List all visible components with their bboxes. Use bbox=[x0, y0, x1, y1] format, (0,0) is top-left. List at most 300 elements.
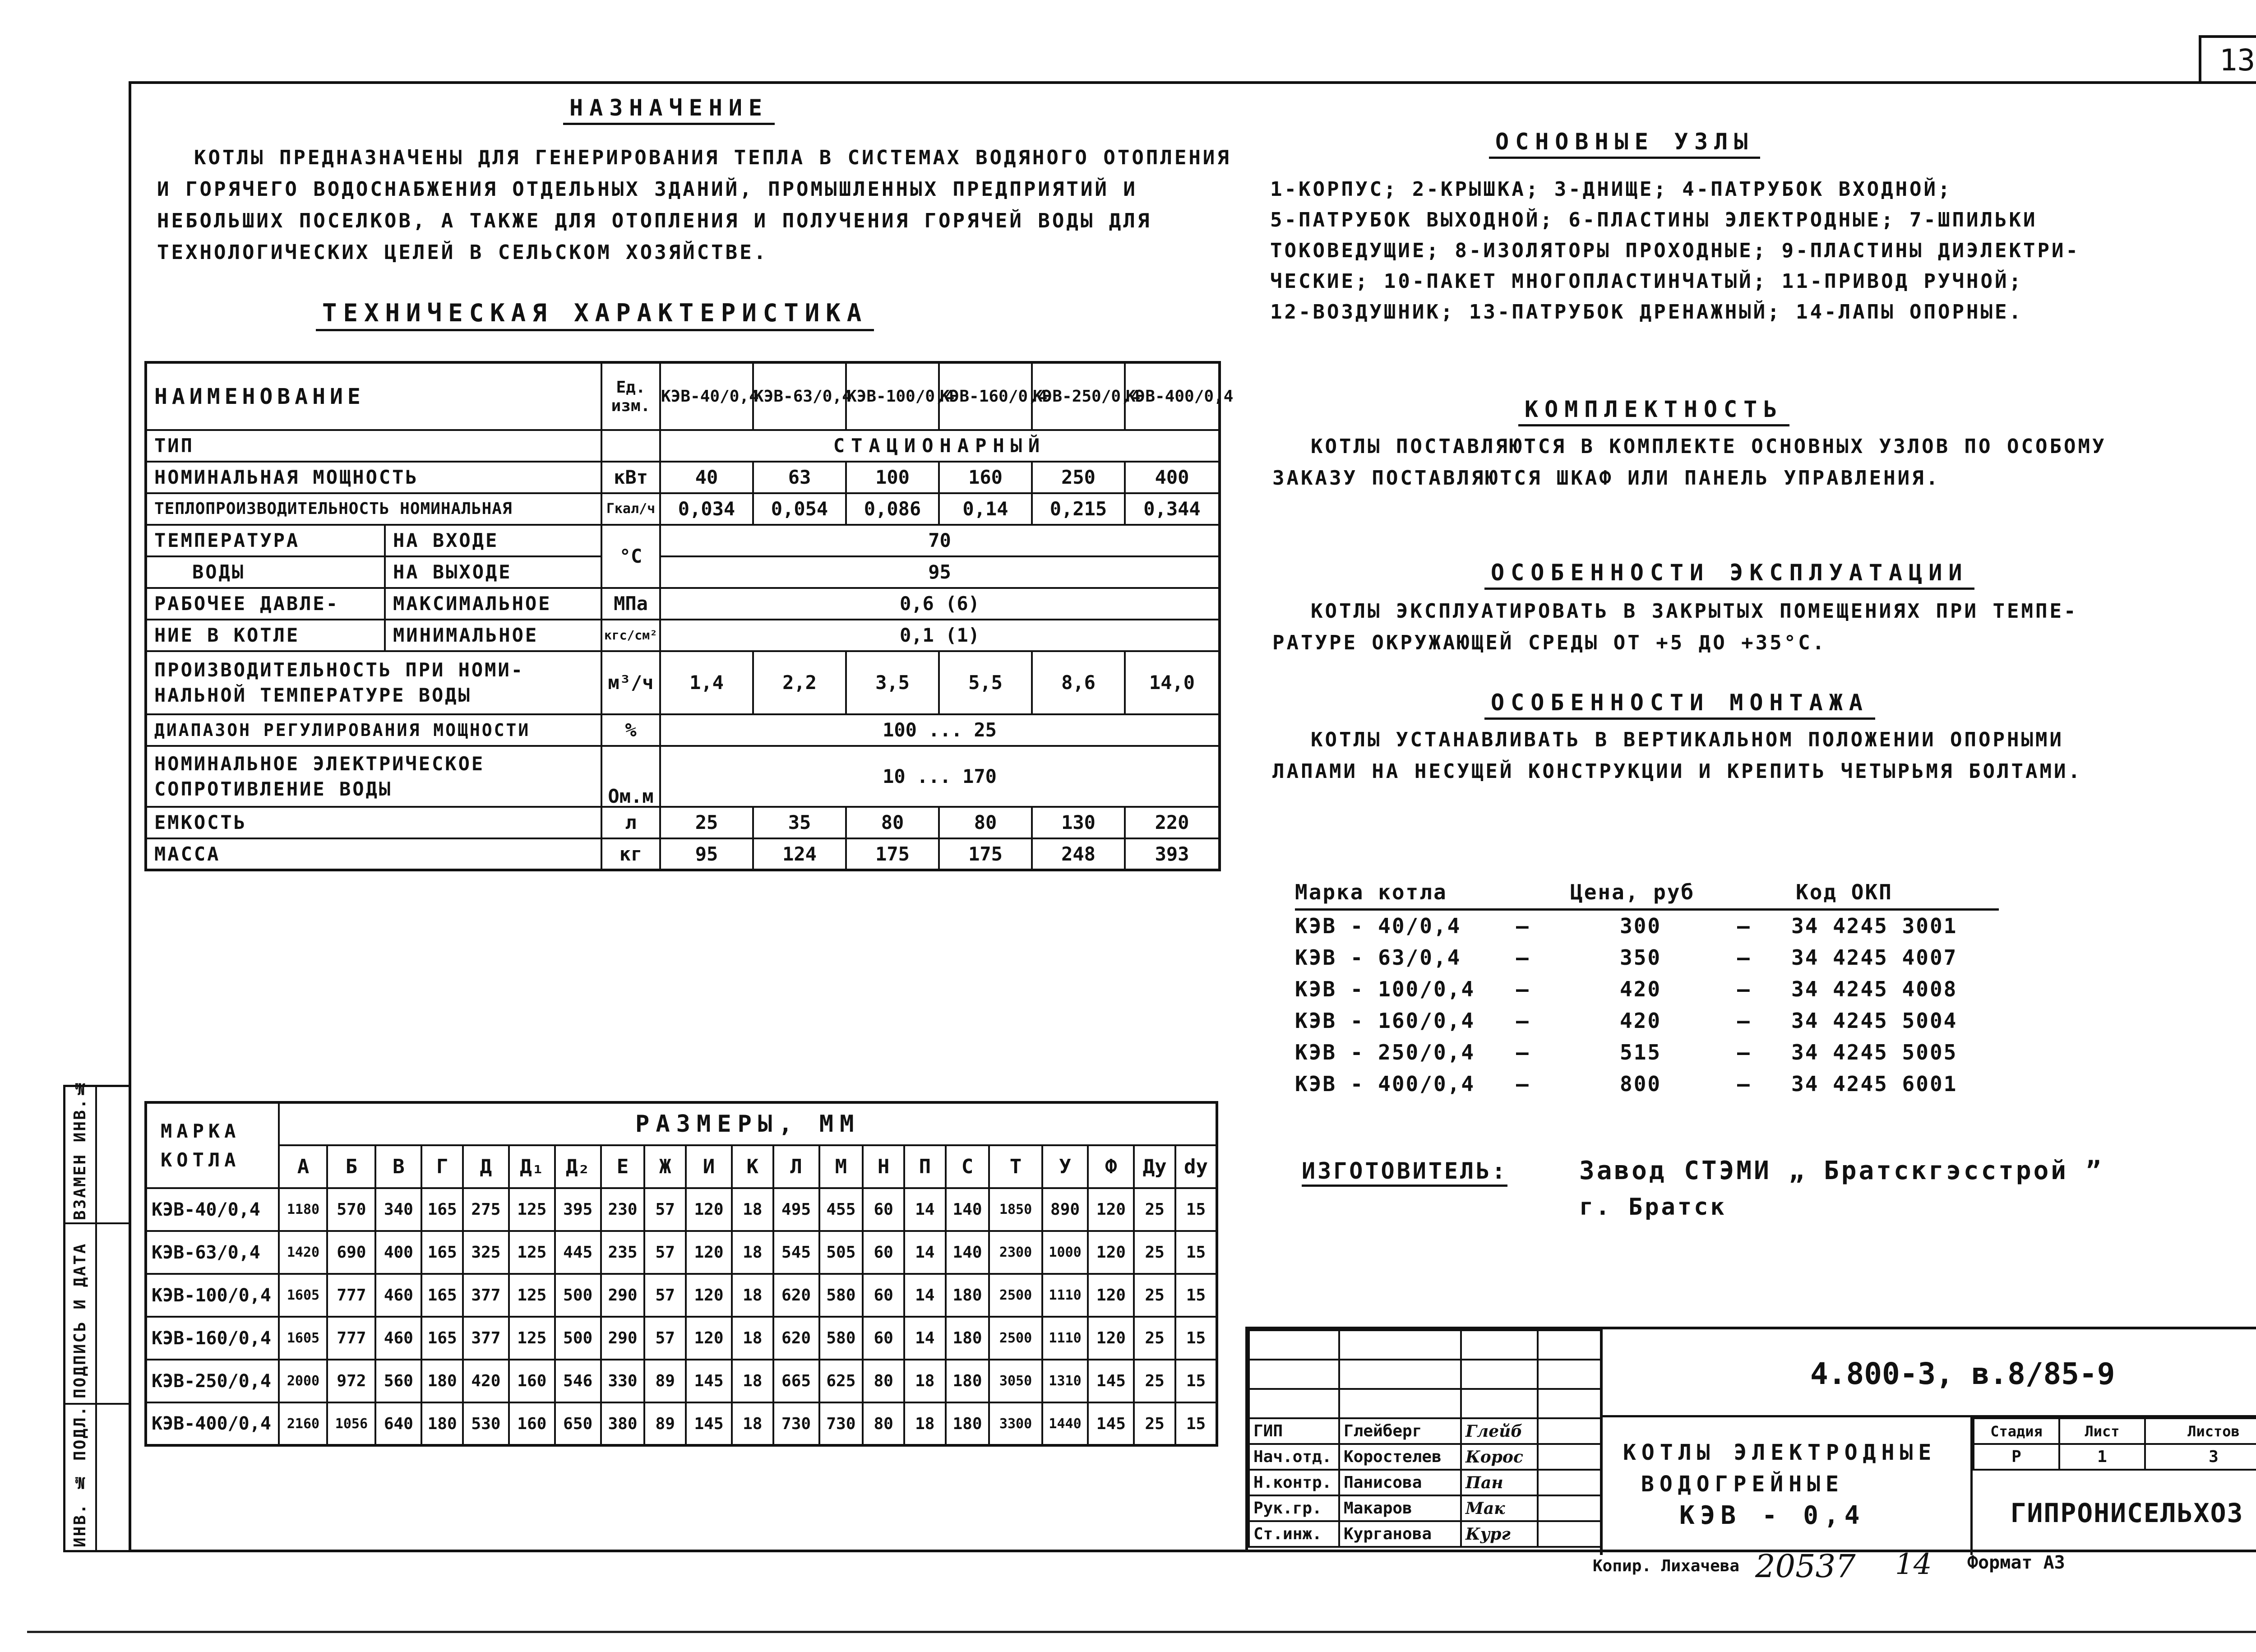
title-block-grid bbox=[1248, 1329, 1602, 1548]
side-stamp-divider bbox=[65, 1222, 129, 1224]
tb-role: Ст.инж. bbox=[1249, 1521, 1339, 1547]
price-dash: — bbox=[1516, 1072, 1530, 1096]
sheets-value: 3 bbox=[2145, 1444, 2256, 1470]
model-header: КЭВ-100/0,4 bbox=[846, 362, 939, 430]
price-code: 34 4245 5005 bbox=[1791, 1040, 1958, 1064]
heat-unit: Гкал/ч bbox=[601, 493, 660, 525]
head-name: НАИМЕНОВАНИЕ bbox=[146, 362, 601, 430]
resist-value: 10 ... 170 bbox=[660, 746, 1220, 807]
temp-out-value: 95 bbox=[660, 556, 1220, 588]
dims-col-header: А bbox=[279, 1145, 327, 1188]
dims-cell: 290 bbox=[601, 1274, 645, 1317]
tb-cell bbox=[1339, 1360, 1461, 1389]
dims-cell: 140 bbox=[946, 1188, 989, 1231]
tb-person-row bbox=[1249, 1495, 1601, 1521]
price-code: 34 4245 4008 bbox=[1791, 977, 1958, 1001]
tb-role: Нач.отд. bbox=[1249, 1444, 1339, 1470]
bottom-line bbox=[27, 1631, 2256, 1633]
press-min-label: МИНИМАЛЬНОЕ bbox=[385, 620, 601, 651]
press-max-value: 0,6 (6) bbox=[660, 588, 1220, 620]
dims-cell: 80 bbox=[863, 1360, 904, 1402]
price-price: 800 bbox=[1620, 1072, 1662, 1096]
power-cell: 250 bbox=[1032, 462, 1125, 493]
press-label: НИЕ В КОТЛЕ bbox=[146, 620, 385, 651]
tb-cell bbox=[1249, 1330, 1339, 1360]
purpose-line: НЕБОЛЬШИХ ПОСЕЛКОВ, А ТАКЖЕ ДЛЯ ОТОПЛЕНИЯ И ПОЛУЧЕНИЯ ГОРЯЧЕЙ ВОДЫ ДЛЯ bbox=[157, 209, 1152, 232]
dims-cell: 25 bbox=[1134, 1360, 1175, 1402]
copy-num2: 14 bbox=[1895, 1548, 1932, 1581]
price-code: 34 4245 4007 bbox=[1791, 945, 1958, 970]
dims-cell: 377 bbox=[463, 1317, 509, 1360]
tb-signature: Глейб bbox=[1461, 1418, 1538, 1444]
dims-cell: 1605 bbox=[279, 1317, 327, 1360]
cap-cell: 220 bbox=[1125, 807, 1220, 838]
dims-cell: 18 bbox=[732, 1274, 773, 1317]
dims-cell: 730 bbox=[819, 1402, 863, 1445]
press-unit: кгс/см² bbox=[601, 620, 660, 651]
dims-col-header: К bbox=[732, 1145, 773, 1188]
dims-row bbox=[146, 1274, 1217, 1317]
price-row bbox=[1295, 1040, 1999, 1070]
dims-col-header: Ф bbox=[1088, 1145, 1134, 1188]
price-price: 515 bbox=[1620, 1040, 1662, 1064]
dims-cell: 57 bbox=[644, 1231, 686, 1274]
dims-row bbox=[146, 1317, 1217, 1360]
dims-cell: 60 bbox=[863, 1231, 904, 1274]
model-header: КЭВ-40/0,4 bbox=[660, 362, 753, 430]
temp-out-label: НА ВЫХОДЕ bbox=[385, 556, 601, 588]
dims-cell: 777 bbox=[327, 1317, 375, 1360]
dims-cell: 730 bbox=[773, 1402, 819, 1445]
dims-cell: 15 bbox=[1175, 1317, 1217, 1360]
dims-cell: 18 bbox=[732, 1402, 773, 1445]
dims-cell: 2500 bbox=[989, 1317, 1042, 1360]
dims-cell: 180 bbox=[946, 1317, 989, 1360]
model-header: КЭВ-250/0,4 bbox=[1032, 362, 1125, 430]
manufacturer-line2: г. Братск bbox=[1579, 1194, 1727, 1221]
tb-cell bbox=[1339, 1389, 1461, 1418]
price-head-price: Цена, руб bbox=[1570, 880, 1695, 904]
side-stamp bbox=[63, 1078, 129, 1552]
dims-col-header: В bbox=[375, 1145, 421, 1188]
press-max-label: МАКСИМАЛЬНОЕ bbox=[385, 588, 601, 620]
dims-cell: 125 bbox=[509, 1274, 555, 1317]
cap-cell: 130 bbox=[1032, 807, 1125, 838]
product-line1: КОТЛЫ ЭЛЕКТРОДНЫЕ bbox=[1623, 1440, 1937, 1465]
tb-cell bbox=[1461, 1330, 1538, 1360]
units-line: ЧЕСКИЕ; 10-ПАКЕТ МНОГОПЛАСТИНЧАТЫЙ; 11-ПРИВОД РУЧНОЙ; bbox=[1270, 270, 2023, 293]
tb-person-row bbox=[1249, 1418, 1601, 1444]
dims-col-header: Ж bbox=[644, 1145, 686, 1188]
mounting-line: КОТЛЫ УСТАНАВЛИВАТЬ В ВЕРТИКАЛЬНОМ ПОЛОЖЕНИИ ОПОРНЫМИ bbox=[1311, 728, 2064, 751]
price-row bbox=[1295, 977, 1999, 1007]
cap-cell: 80 bbox=[939, 807, 1032, 838]
dims-cell: 25 bbox=[1134, 1274, 1175, 1317]
cap-cell: 25 bbox=[660, 807, 753, 838]
tb-cell bbox=[1538, 1360, 1601, 1389]
tb-date bbox=[1538, 1495, 1601, 1521]
heat-cell: 0,086 bbox=[846, 493, 939, 525]
dims-cell: 180 bbox=[946, 1360, 989, 1402]
price-head bbox=[1295, 880, 1999, 911]
sheet-value: 1 bbox=[2059, 1444, 2145, 1470]
model-header: КЭВ-400/0,4 bbox=[1125, 362, 1220, 430]
dims-cell: 14 bbox=[904, 1274, 946, 1317]
price-brand: КЭВ - 400/0,4 bbox=[1295, 1072, 1475, 1096]
dims-cell: 290 bbox=[601, 1317, 645, 1360]
tb-date bbox=[1538, 1521, 1601, 1547]
tb-date bbox=[1538, 1470, 1601, 1495]
dims-cell: 120 bbox=[1088, 1231, 1134, 1274]
dims-cell: 165 bbox=[421, 1317, 463, 1360]
dims-cell: 445 bbox=[555, 1231, 601, 1274]
price-head-brand: Марка котла bbox=[1295, 880, 1447, 904]
stage-table bbox=[1973, 1417, 2256, 1471]
tb-cell bbox=[1249, 1389, 1339, 1418]
price-brand: КЭВ - 160/0,4 bbox=[1295, 1009, 1475, 1033]
resist-label-2: СОПРОТИВЛЕНИЕ ВОДЫ bbox=[154, 777, 393, 800]
dims-row-name: КЭВ-100/0,4 bbox=[146, 1274, 279, 1317]
tb-person-name: Панисова bbox=[1339, 1470, 1461, 1495]
heat-label: ТЕПЛОПРОИЗВОДИТЕЛЬНОСТЬ НОМИНАЛЬНАЯ bbox=[146, 493, 601, 525]
heat-cell: 0,215 bbox=[1032, 493, 1125, 525]
dims-cell: 560 bbox=[375, 1360, 421, 1402]
dims-cell: 15 bbox=[1175, 1231, 1217, 1274]
operation-title: ОСОБЕННОСТИ ЭКСПЛУАТАЦИИ bbox=[1484, 560, 1974, 590]
tb-role: ГИП bbox=[1249, 1418, 1339, 1444]
dims-cell: 25 bbox=[1134, 1188, 1175, 1231]
dims-cell: 690 bbox=[327, 1231, 375, 1274]
dims-cell: 570 bbox=[327, 1188, 375, 1231]
dims-cell: 890 bbox=[1042, 1188, 1088, 1231]
price-dash: — bbox=[1737, 945, 1751, 970]
completeness-line: ЗАКАЗУ ПОСТАВЛЯЮТСЯ ШКАФ ИЛИ ПАНЕЛЬ УПРАВЛЕНИЯ. bbox=[1272, 467, 1941, 490]
dims-cell: 620 bbox=[773, 1274, 819, 1317]
flow-cell: 14,0 bbox=[1125, 651, 1220, 714]
flow-unit: м³/ч bbox=[601, 651, 660, 714]
manufacturer-line1: Завод СТЭМИ „ Братскгэсстрой ” bbox=[1579, 1156, 2103, 1185]
range-label: ДИАПАЗОН РЕГУЛИРОВАНИЯ МОЩНОСТИ bbox=[146, 714, 601, 746]
dims-cell: 120 bbox=[1088, 1274, 1134, 1317]
press-unit: МПа bbox=[601, 588, 660, 620]
price-dash: — bbox=[1737, 977, 1751, 1001]
cap-cell: 80 bbox=[846, 807, 939, 838]
dims-cell: 89 bbox=[644, 1360, 686, 1402]
flow-cell: 5,5 bbox=[939, 651, 1032, 714]
dims-cell: 160 bbox=[509, 1360, 555, 1402]
dims-cell: 650 bbox=[555, 1402, 601, 1445]
dims-cell: 500 bbox=[555, 1274, 601, 1317]
purpose-title: НАЗНАЧЕНИЕ bbox=[563, 95, 775, 125]
mass-unit: кг bbox=[601, 838, 660, 870]
dims-row-name: КЭВ-160/0,4 bbox=[146, 1317, 279, 1360]
price-brand: КЭВ - 100/0,4 bbox=[1295, 977, 1475, 1001]
flow-cell: 8,6 bbox=[1032, 651, 1125, 714]
format-label: Формат А3 bbox=[1967, 1552, 2065, 1573]
doc-code: 4.800-3, в.8/85-9 bbox=[1810, 1356, 2115, 1391]
price-dash: — bbox=[1516, 1040, 1530, 1064]
power-unit: кВт bbox=[601, 462, 660, 493]
dims-cell: 57 bbox=[644, 1188, 686, 1231]
dims-cell: 625 bbox=[819, 1360, 863, 1402]
type-value: СТАЦИОНАРНЫЙ bbox=[660, 430, 1220, 462]
price-price: 300 bbox=[1620, 914, 1662, 938]
price-brand: КЭВ - 250/0,4 bbox=[1295, 1040, 1475, 1064]
tb-person-row bbox=[1249, 1521, 1601, 1547]
dims-cell: 18 bbox=[732, 1231, 773, 1274]
price-dash: — bbox=[1737, 1072, 1751, 1096]
dims-cell: 120 bbox=[686, 1188, 732, 1231]
dims-cell: 125 bbox=[509, 1188, 555, 1231]
dims-cell: 180 bbox=[946, 1274, 989, 1317]
dims-cell: 1110 bbox=[1042, 1274, 1088, 1317]
temp-in-label: НА ВХОДЕ bbox=[385, 525, 601, 556]
dims-cell: 460 bbox=[375, 1317, 421, 1360]
tb-cell bbox=[1538, 1389, 1601, 1418]
dims-cell: 125 bbox=[509, 1231, 555, 1274]
dims-cell: 2300 bbox=[989, 1231, 1042, 1274]
price-code: 34 4245 5004 bbox=[1791, 1009, 1958, 1033]
tb-cell bbox=[1461, 1360, 1538, 1389]
tb-signature: Пан bbox=[1461, 1470, 1538, 1495]
dims-cell: 620 bbox=[773, 1317, 819, 1360]
doc-code-cell bbox=[1603, 1329, 2256, 1417]
press-min-value: 0,1 (1) bbox=[660, 620, 1220, 651]
flow-cell: 3,5 bbox=[846, 651, 939, 714]
dims-row-name: КЭВ-40/0,4 bbox=[146, 1188, 279, 1231]
dims-col-header: Д bbox=[463, 1145, 509, 1188]
dims-cell: 377 bbox=[463, 1274, 509, 1317]
dims-cell: 14 bbox=[904, 1317, 946, 1360]
dims-col-header: Д₂ bbox=[555, 1145, 601, 1188]
power-cell: 100 bbox=[846, 462, 939, 493]
dims-brand-head bbox=[146, 1102, 279, 1188]
tb-role: Рук.гр. bbox=[1249, 1495, 1339, 1521]
mass-cell: 175 bbox=[939, 838, 1032, 870]
price-price: 420 bbox=[1620, 1009, 1662, 1033]
dims-row-name: КЭВ-250/0,4 bbox=[146, 1360, 279, 1402]
dims-cell: 777 bbox=[327, 1274, 375, 1317]
side-stamp-divider bbox=[65, 1403, 129, 1405]
price-dash: — bbox=[1737, 914, 1751, 938]
purpose-line: КОТЛЫ ПРЕДНАЗНАЧЕНЫ ДЛЯ ГЕНЕРИРОВАНИЯ ТЕПЛА В СИСТЕМАХ ВОДЯНОГО ОТОПЛЕНИЯ bbox=[194, 146, 1231, 169]
dims-brand-label-2: КОТЛА bbox=[161, 1148, 240, 1171]
dims-cell: 340 bbox=[375, 1188, 421, 1231]
dims-cell: 2160 bbox=[279, 1402, 327, 1445]
temp-in-value: 70 bbox=[660, 525, 1220, 556]
tech-table bbox=[144, 361, 1234, 871]
dims-cell: 120 bbox=[1088, 1188, 1134, 1231]
dims-cell: 18 bbox=[904, 1360, 946, 1402]
dims-cell: 60 bbox=[863, 1317, 904, 1360]
dims-cell: 180 bbox=[421, 1402, 463, 1445]
dims-cell: 160 bbox=[509, 1402, 555, 1445]
units-line: ТОКОВЕДУЩИЕ; 8-ИЗОЛЯТОРЫ ПРОХОДНЫЕ; 9-ПЛАСТИНЫ ДИЭЛЕКТРИ- bbox=[1270, 239, 2080, 262]
price-code: 34 4245 6001 bbox=[1791, 1072, 1958, 1096]
dims-row bbox=[146, 1188, 1217, 1231]
dims-cell: 180 bbox=[946, 1402, 989, 1445]
dims-cell: 18 bbox=[732, 1317, 773, 1360]
dims-cell: 125 bbox=[509, 1317, 555, 1360]
dims-cell: 14 bbox=[904, 1231, 946, 1274]
price-brand: КЭВ - 40/0,4 bbox=[1295, 914, 1461, 938]
side-stamp-replace: ВЗАМЕН ИНВ.№ bbox=[71, 1078, 89, 1220]
dims-cell: 545 bbox=[773, 1231, 819, 1274]
cap-unit: л bbox=[601, 807, 660, 838]
dims-row bbox=[146, 1231, 1217, 1274]
price-dash: — bbox=[1737, 1040, 1751, 1064]
mass-cell: 248 bbox=[1032, 838, 1125, 870]
dims-cell: 235 bbox=[601, 1231, 645, 1274]
page-number: 13 bbox=[2199, 35, 2256, 84]
dims-cell: 505 bbox=[819, 1231, 863, 1274]
dims-cell: 120 bbox=[1088, 1317, 1134, 1360]
dims-cell: 546 bbox=[555, 1360, 601, 1402]
dims-cell: 530 bbox=[463, 1402, 509, 1445]
dims-row-name: КЭВ-400/0,4 bbox=[146, 1402, 279, 1445]
dims-cell: 1110 bbox=[1042, 1317, 1088, 1360]
range-unit: % bbox=[601, 714, 660, 746]
dims-cell: 1180 bbox=[279, 1188, 327, 1231]
dims-cell: 230 bbox=[601, 1188, 645, 1231]
tb-cell bbox=[1249, 1360, 1339, 1389]
tb-date bbox=[1538, 1444, 1601, 1470]
power-cell: 400 bbox=[1125, 462, 1220, 493]
dims-table bbox=[144, 1101, 1218, 1447]
dims-cell: 640 bbox=[375, 1402, 421, 1445]
dims-cell: 2000 bbox=[279, 1360, 327, 1402]
dims-brand-label-1: МАРКА bbox=[161, 1120, 240, 1142]
dims-row-name: КЭВ-63/0,4 bbox=[146, 1231, 279, 1274]
dims-row bbox=[146, 1402, 1217, 1445]
product-cell bbox=[1603, 1417, 1973, 1555]
dims-cell: 60 bbox=[863, 1188, 904, 1231]
resist-label bbox=[146, 746, 601, 807]
dims-cell: 3050 bbox=[989, 1360, 1042, 1402]
dims-cell: 15 bbox=[1175, 1402, 1217, 1445]
tb-person-name: Макаров bbox=[1339, 1495, 1461, 1521]
dims-cell: 330 bbox=[601, 1360, 645, 1402]
dims-cell: 1440 bbox=[1042, 1402, 1088, 1445]
press-label: РАБОЧЕЕ ДАВЛЕ- bbox=[146, 588, 385, 620]
dims-cell: 400 bbox=[375, 1231, 421, 1274]
dims-cell: 145 bbox=[686, 1402, 732, 1445]
completeness-title: КОМПЛЕКТНОСТЬ bbox=[1518, 396, 1789, 426]
dims-cell: 2500 bbox=[989, 1274, 1042, 1317]
price-dash: — bbox=[1737, 1009, 1751, 1033]
tb-person-row bbox=[1249, 1444, 1601, 1470]
dims-cell: 25 bbox=[1134, 1317, 1175, 1360]
mounting-title: ОСОБЕННОСТИ МОНТАЖА bbox=[1484, 689, 1875, 720]
flow-cell: 2,2 bbox=[753, 651, 846, 714]
dims-cell: 15 bbox=[1175, 1188, 1217, 1231]
head-unit: Ед. изм. bbox=[601, 362, 660, 430]
flow-label-1: ПРОИЗВОДИТЕЛЬНОСТЬ ПРИ НОМИ- bbox=[154, 659, 525, 681]
mass-label: МАССА bbox=[146, 838, 601, 870]
operation-line: КОТЛЫ ЭКСПЛУАТИРОВАТЬ В ЗАКРЫТЫХ ПОМЕЩЕНИЯХ ПРИ ТЕМПЕ- bbox=[1311, 600, 2078, 623]
power-cell: 40 bbox=[660, 462, 753, 493]
dims-cell: 275 bbox=[463, 1188, 509, 1231]
cap-label: ЕМКОСТЬ bbox=[146, 807, 601, 838]
title-block-right bbox=[1600, 1329, 2256, 1555]
dims-cell: 180 bbox=[421, 1360, 463, 1402]
dims-cell: 580 bbox=[819, 1317, 863, 1360]
heat-cell: 0,034 bbox=[660, 493, 753, 525]
dims-cell: 460 bbox=[375, 1274, 421, 1317]
dims-cell: 145 bbox=[1088, 1402, 1134, 1445]
tb-person-row bbox=[1249, 1470, 1601, 1495]
price-dash: — bbox=[1516, 977, 1530, 1001]
dims-cell: 1000 bbox=[1042, 1231, 1088, 1274]
dims-cell: 165 bbox=[421, 1231, 463, 1274]
resist-unit: Ом.м bbox=[601, 746, 660, 807]
units-line: 5-ПАТРУБОК ВЫХОДНОЙ; 6-ПЛАСТИНЫ ЭЛЕКТРОДНЫЕ; 7-ШПИЛЬКИ bbox=[1270, 208, 2038, 231]
power-cell: 160 bbox=[939, 462, 1032, 493]
dims-cell: 140 bbox=[946, 1231, 989, 1274]
dims-cell: 25 bbox=[1134, 1402, 1175, 1445]
dims-cell: 57 bbox=[644, 1274, 686, 1317]
manufacturer-label: ИЗГОТОВИТЕЛЬ: bbox=[1302, 1157, 1507, 1187]
dims-col-header: С bbox=[946, 1145, 989, 1188]
mass-cell: 95 bbox=[660, 838, 753, 870]
dims-cell: 18 bbox=[732, 1188, 773, 1231]
flow-label-2: НАЛЬНОЙ ТЕМПЕРАТУРЕ ВОДЫ bbox=[154, 684, 472, 706]
resist-label-1: НОМИНАЛЬНОЕ ЭЛЕКТРИЧЕСКОЕ bbox=[154, 752, 485, 775]
dims-cell: 165 bbox=[421, 1188, 463, 1231]
price-code: 34 4245 3001 bbox=[1791, 914, 1958, 938]
tb-signature: Мак bbox=[1461, 1495, 1538, 1521]
range-value: 100 ... 25 bbox=[660, 714, 1220, 746]
dims-cell: 120 bbox=[686, 1231, 732, 1274]
dims-cell: 1310 bbox=[1042, 1360, 1088, 1402]
dims-cell: 420 bbox=[463, 1360, 509, 1402]
sheets-label: Листов bbox=[2145, 1418, 2256, 1444]
stage-value: Р bbox=[1974, 1444, 2059, 1470]
org-name: ГИПРОНИСЕЛЬХОЗ bbox=[2010, 1498, 2244, 1528]
temp-label: ВОДЫ bbox=[146, 556, 385, 588]
type-label: ТИП bbox=[146, 430, 601, 462]
dims-cell: 80 bbox=[863, 1402, 904, 1445]
price-dash: — bbox=[1516, 914, 1530, 938]
price-price: 350 bbox=[1620, 945, 1662, 970]
dims-cell: 25 bbox=[1134, 1231, 1175, 1274]
tb-cell bbox=[1461, 1389, 1538, 1418]
cap-cell: 35 bbox=[753, 807, 846, 838]
price-row bbox=[1295, 914, 1999, 944]
units-line: 1-КОРПУС; 2-КРЫШКА; 3-ДНИЩЕ; 4-ПАТРУБОК ВХОДНОЙ; bbox=[1270, 178, 1952, 201]
dims-cell: 380 bbox=[601, 1402, 645, 1445]
completeness-line: КОТЛЫ ПОСТАВЛЯЮТСЯ В КОМПЛЕКТЕ ОСНОВНЫХ УЗЛОВ ПО ОСОБОМУ bbox=[1311, 435, 2107, 458]
price-row bbox=[1295, 1009, 1999, 1038]
dims-col-header: М bbox=[819, 1145, 863, 1188]
dims-col-header: И bbox=[686, 1145, 732, 1188]
price-price: 420 bbox=[1620, 977, 1662, 1001]
dims-col-header: Г bbox=[421, 1145, 463, 1188]
copy-number: 20537 bbox=[1755, 1548, 1856, 1585]
temp-unit: °C bbox=[601, 525, 660, 588]
dims-cell: 1850 bbox=[989, 1188, 1042, 1231]
model-header: КЭВ-63/0,4 bbox=[753, 362, 846, 430]
type-unit bbox=[601, 430, 660, 462]
dims-cell: 665 bbox=[773, 1360, 819, 1402]
dims-cell: 495 bbox=[773, 1188, 819, 1231]
dims-cell: 15 bbox=[1175, 1360, 1217, 1402]
dims-cell: 395 bbox=[555, 1188, 601, 1231]
dims-col-header: Н bbox=[863, 1145, 904, 1188]
dims-cell: 60 bbox=[863, 1274, 904, 1317]
dims-title: РАЗМЕРЫ, ММ bbox=[279, 1102, 1217, 1145]
dims-cell: 18 bbox=[732, 1360, 773, 1402]
